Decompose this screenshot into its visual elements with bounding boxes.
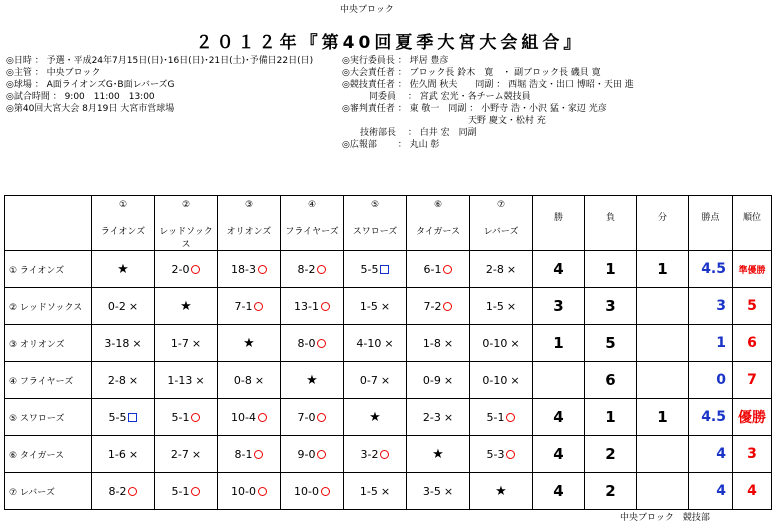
draw-square-icon (380, 265, 389, 274)
win-circle-icon (506, 413, 515, 422)
score-cell (344, 362, 407, 399)
column-header (281, 196, 344, 251)
win-circle-icon (128, 487, 137, 496)
score-text: 2-0 (171, 262, 190, 276)
stat-header-label: 勝 (553, 213, 563, 223)
score-cell (155, 251, 218, 288)
score-text: 1-6 (107, 447, 126, 461)
score-cell (218, 362, 281, 399)
score-text: 9-0 (297, 447, 316, 461)
win-circle-icon (317, 265, 326, 274)
table-row (5, 288, 772, 325)
score-text: 2-3 (422, 410, 441, 424)
score-cell (407, 473, 470, 510)
row-team-name: ④ フライヤーズ (5, 362, 92, 399)
win-circle-icon (317, 413, 326, 422)
loss-cross-icon: × (132, 336, 142, 350)
score-text: 8-0 (297, 336, 316, 350)
info-right-line: 同委員 ： 宮武 宏光・各チーム競技員 (342, 92, 531, 102)
star-icon: ★ (180, 298, 192, 314)
stat-header (733, 196, 772, 251)
score-cell (155, 399, 218, 436)
rank-value: 4 (733, 473, 772, 510)
win-circle-icon (191, 265, 200, 274)
score-text: 18-3 (231, 262, 256, 276)
score-text: 3-2 (360, 447, 379, 461)
info-left-line: ◎球場 ： A面ライオンズG･B面レバーズG (6, 80, 175, 90)
score-cell (281, 251, 344, 288)
points-value: 4.5 (689, 251, 733, 288)
win-circle-icon (191, 413, 200, 422)
self-match-cell (155, 288, 218, 325)
score-cell (470, 325, 533, 362)
star-icon: ★ (432, 446, 444, 462)
table-header-row (5, 196, 772, 251)
win-count: 1 (533, 325, 585, 362)
column-header (155, 196, 218, 251)
loss-cross-icon: × (191, 447, 202, 461)
info-right-line: ◎審判責任者 ： 東 敬一 同副 ： 小野寺 浩・小沢 猛・家辺 光彦 (342, 104, 607, 114)
results-table (4, 195, 772, 510)
score-text: 2-7 (170, 447, 189, 461)
score-text: 10-4 (231, 410, 256, 424)
score-text: 3-5 (422, 484, 441, 498)
win-circle-icon (321, 302, 330, 311)
score-text: 7-0 (297, 410, 316, 424)
win-count: 4 (533, 251, 585, 288)
column-number: ⑦ (496, 200, 506, 210)
info-left-line: ◎第40回大宮大会 8月19日 大宮市営球場 (6, 104, 175, 114)
score-cell (344, 473, 407, 510)
self-match-cell (218, 325, 281, 362)
self-match-cell (281, 362, 344, 399)
stat-header-label: 順位 (742, 213, 761, 223)
footer-label: 中央ブロック 競技部 (620, 513, 710, 523)
self-match-cell (407, 436, 470, 473)
loss-cross-icon: × (380, 484, 391, 498)
score-cell (155, 473, 218, 510)
loss-cross-icon: × (443, 336, 454, 350)
score-cell (470, 436, 533, 473)
draw-count (637, 436, 689, 473)
win-count (533, 362, 585, 399)
loss-cross-icon: × (510, 373, 520, 387)
stat-header-label: 負 (605, 213, 615, 223)
score-cell (470, 362, 533, 399)
loss-count: 2 (585, 473, 637, 510)
score-text: 1-5 (485, 299, 504, 313)
score-cell (92, 399, 155, 436)
score-text: 5-1 (171, 484, 190, 498)
draw-square-icon (128, 413, 137, 422)
stat-header (585, 196, 637, 251)
star-icon: ★ (495, 483, 507, 499)
stat-header-label: 勝点 (701, 213, 720, 223)
column-number: ⑥ (433, 200, 443, 210)
score-text: 13-1 (294, 299, 319, 313)
score-cell (407, 399, 470, 436)
loss-cross-icon: × (443, 484, 454, 498)
column-header (344, 196, 407, 251)
row-team-name: ⑤ スワローズ (5, 399, 92, 436)
score-cell (344, 436, 407, 473)
loss-cross-icon: × (128, 299, 139, 313)
info-right-line: 技術部長 ： 白井 宏 同副 (342, 128, 477, 138)
loss-cross-icon: × (128, 373, 139, 387)
row-team-name: ⑥ タイガース (5, 436, 92, 473)
stat-header-label: 分 (657, 213, 667, 223)
score-text: 7-2 (423, 299, 442, 313)
draw-count (637, 288, 689, 325)
info-right-line: ◎実行委員長 ： 坪居 豊彦 (342, 56, 449, 66)
star-icon: ★ (369, 409, 381, 425)
rank-value: 準優勝 (733, 251, 772, 288)
table-row (5, 399, 772, 436)
loss-cross-icon: × (506, 299, 517, 313)
loss-cross-icon: × (443, 373, 454, 387)
draw-count: 1 (637, 399, 689, 436)
win-circle-icon (258, 265, 267, 274)
score-text: 10-0 (294, 484, 319, 498)
loss-cross-icon: × (443, 410, 454, 424)
loss-count: 1 (585, 399, 637, 436)
loss-count: 3 (585, 288, 637, 325)
info-left-line: ◎試合時間 ： 9:00 11:00 13:00 (6, 92, 155, 102)
row-team-name: ③ オリオンズ (5, 325, 92, 362)
score-cell (470, 251, 533, 288)
score-text: 5-5 (360, 262, 379, 276)
page-title: ２０１２年『第40回夏季大宮大会組合』 (195, 33, 585, 53)
score-cell (155, 362, 218, 399)
score-text: 3-18 (104, 336, 130, 350)
points-value: 4.5 (689, 399, 733, 436)
loss-count: 5 (585, 325, 637, 362)
score-text: 5-1 (171, 410, 190, 424)
score-cell (92, 436, 155, 473)
win-circle-icon (254, 302, 263, 311)
score-text: 1-13 (167, 373, 193, 387)
score-cell (218, 436, 281, 473)
rank-value: 6 (733, 325, 772, 362)
score-text: 0-10 (482, 336, 508, 350)
score-cell (218, 251, 281, 288)
score-text: 2-8 (107, 373, 126, 387)
rank-value: 優勝 (733, 399, 772, 436)
score-cell (155, 436, 218, 473)
score-cell (155, 325, 218, 362)
loss-count: 1 (585, 251, 637, 288)
self-match-cell (344, 399, 407, 436)
loss-cross-icon: × (506, 262, 517, 276)
score-cell (92, 325, 155, 362)
score-cell (92, 473, 155, 510)
score-cell (92, 288, 155, 325)
score-cell (92, 362, 155, 399)
table-row (5, 362, 772, 399)
score-text: 1-8 (422, 336, 441, 350)
draw-count (637, 473, 689, 510)
win-circle-icon (443, 265, 452, 274)
score-text: 0-8 (233, 373, 252, 387)
score-cell (281, 325, 344, 362)
win-circle-icon (321, 487, 330, 496)
loss-cross-icon: × (128, 447, 139, 461)
column-header (92, 196, 155, 251)
info-left-line: ◎主管 ： 中央ブロック (6, 68, 101, 78)
score-text: 4-10 (356, 336, 382, 350)
win-circle-icon (380, 450, 389, 459)
loss-cross-icon: × (510, 336, 520, 350)
stat-header (637, 196, 689, 251)
column-number: ② (181, 200, 191, 210)
row-team-name: ⑦ レバーズ (5, 473, 92, 510)
score-text: 8-1 (234, 447, 253, 461)
score-text: 0-10 (482, 373, 508, 387)
points-value: 4 (689, 436, 733, 473)
star-icon: ★ (117, 261, 129, 277)
draw-count: 1 (637, 251, 689, 288)
info-left-block (6, 55, 313, 115)
score-cell (344, 251, 407, 288)
score-cell (218, 473, 281, 510)
table-row (5, 473, 772, 510)
info-left-line: ◎日時 ： 予選・平成24年7月15日(日)･16日(日)･21日(土)･予備日22日(日) (6, 56, 314, 66)
score-text: 5-5 (108, 410, 127, 424)
points-value: 1 (689, 325, 733, 362)
score-text: 7-1 (234, 299, 253, 313)
header-label: 中央ブロック (340, 5, 394, 15)
row-team-name: ① ライオンズ (5, 251, 92, 288)
win-circle-icon (443, 302, 452, 311)
draw-count (637, 325, 689, 362)
win-circle-icon (191, 487, 200, 496)
loss-cross-icon: × (384, 336, 394, 350)
corner-cell (5, 196, 92, 251)
score-text: 8-2 (297, 262, 316, 276)
score-cell (407, 325, 470, 362)
column-header (218, 196, 281, 251)
points-value: 4 (689, 473, 733, 510)
info-right-line: ◎広報部 ： 丸山 彰 (342, 140, 440, 150)
score-cell (281, 288, 344, 325)
score-cell (470, 288, 533, 325)
column-team-name: オリオンズ (226, 227, 272, 237)
score-cell (218, 399, 281, 436)
star-icon: ★ (306, 372, 318, 388)
loss-cross-icon: × (380, 299, 391, 313)
column-team-name: フライヤーズ (285, 227, 339, 237)
score-text: 0-9 (422, 373, 441, 387)
points-value: 3 (689, 288, 733, 325)
win-count: 3 (533, 288, 585, 325)
score-text: 10-0 (231, 484, 256, 498)
row-team-name: ② レッドソックス (5, 288, 92, 325)
score-cell (407, 288, 470, 325)
score-cell (281, 473, 344, 510)
self-match-cell (92, 251, 155, 288)
score-cell (407, 251, 470, 288)
score-cell (281, 399, 344, 436)
column-number: ⑤ (370, 200, 380, 210)
score-cell (470, 399, 533, 436)
star-icon: ★ (243, 335, 255, 351)
column-header (470, 196, 533, 251)
column-team-name: スワローズ (352, 227, 398, 237)
score-text: 1-5 (359, 484, 378, 498)
info-right-line: ◎競技責任者 ： 佐久間 秋夫 同副 ： 西堀 浩文・出口 博昭・天田 進 (342, 80, 634, 90)
win-circle-icon (506, 450, 515, 459)
column-number: ① (118, 200, 128, 210)
win-count: 4 (533, 399, 585, 436)
loss-cross-icon: × (380, 373, 391, 387)
score-cell (281, 436, 344, 473)
win-circle-icon (317, 339, 326, 348)
win-count: 4 (533, 473, 585, 510)
score-text: 2-8 (485, 262, 504, 276)
loss-cross-icon: × (254, 373, 265, 387)
score-text: 0-2 (107, 299, 126, 313)
score-text: 1-7 (170, 336, 189, 350)
score-text: 5-3 (486, 447, 505, 461)
loss-cross-icon: × (191, 336, 202, 350)
score-text: 8-2 (108, 484, 127, 498)
rank-value: 7 (733, 362, 772, 399)
info-right-block (342, 55, 634, 151)
self-match-cell (470, 473, 533, 510)
win-circle-icon (258, 413, 267, 422)
column-team-name: タイガース (415, 227, 461, 237)
loss-cross-icon: × (195, 373, 205, 387)
score-text: 0-7 (359, 373, 378, 387)
score-cell (344, 288, 407, 325)
column-number: ④ (307, 200, 317, 210)
win-circle-icon (258, 487, 267, 496)
column-team-name: ライオンズ (100, 227, 146, 237)
score-text: 5-1 (486, 410, 505, 424)
column-header (407, 196, 470, 251)
win-count: 4 (533, 436, 585, 473)
rank-value: 3 (733, 436, 772, 473)
table-row (5, 251, 772, 288)
loss-count: 6 (585, 362, 637, 399)
info-right-line: ◎大会責任者 ： ブロック長 鈴木 寛 ・ 副ブロック長 磯貝 寛 (342, 68, 601, 78)
column-team-name: レッドソックス (159, 227, 213, 250)
score-cell (344, 325, 407, 362)
table-row (5, 436, 772, 473)
stat-header (689, 196, 733, 251)
score-text: 1-5 (359, 299, 378, 313)
info-right-line: 天野 慶文・松村 充 (342, 116, 546, 126)
loss-count: 2 (585, 436, 637, 473)
score-cell (407, 362, 470, 399)
win-circle-icon (254, 450, 263, 459)
column-number: ③ (244, 200, 254, 210)
column-team-name: レバーズ (483, 227, 519, 237)
table-row (5, 325, 772, 362)
rank-value: 5 (733, 288, 772, 325)
score-cell (218, 288, 281, 325)
points-value: 0 (689, 362, 733, 399)
stat-header (533, 196, 585, 251)
draw-count (637, 362, 689, 399)
score-text: 6-1 (423, 262, 442, 276)
win-circle-icon (317, 450, 326, 459)
